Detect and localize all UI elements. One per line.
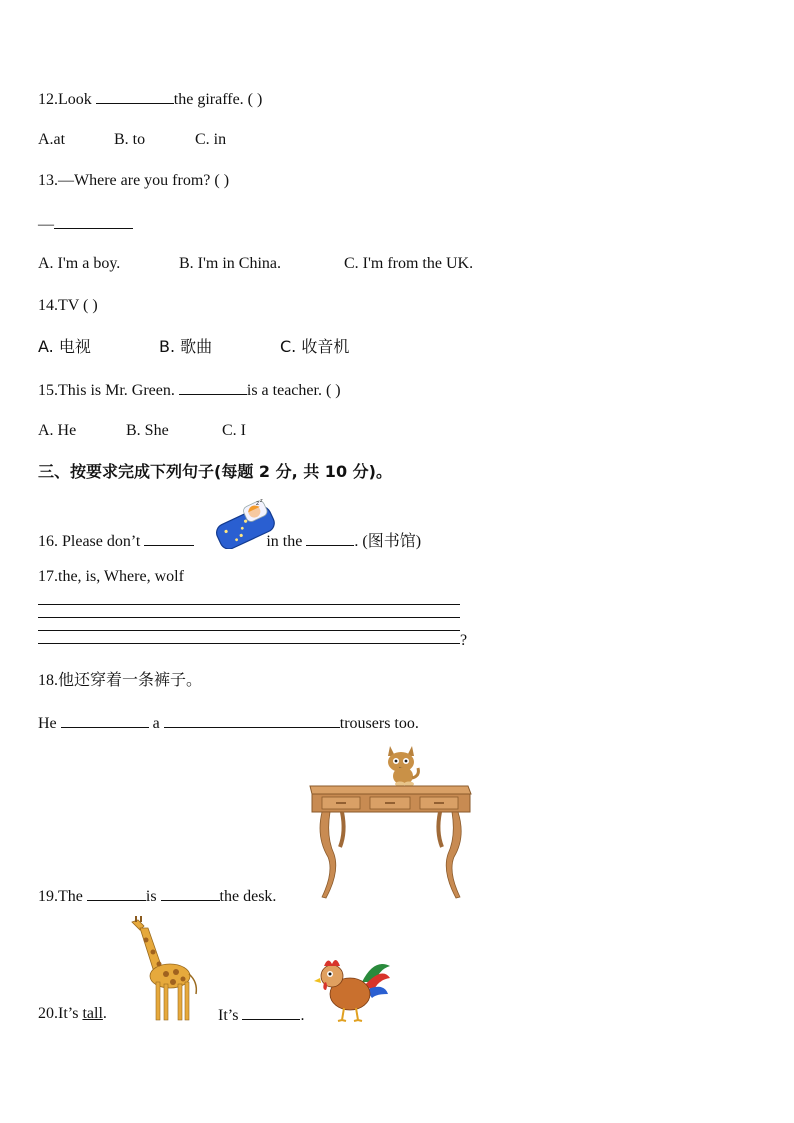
- question-text: trousers too.: [339, 715, 419, 732]
- rooster-icon: [312, 952, 392, 1022]
- giraffe-icon: [126, 916, 206, 1022]
- question-text: in the: [266, 533, 307, 550]
- option-b[interactable]: B. to: [114, 131, 146, 148]
- punctuation: .: [102, 1005, 107, 1022]
- question-text: Look: [58, 91, 96, 108]
- cat-icon: [388, 746, 418, 787]
- option-a[interactable]: A.at: [38, 131, 66, 148]
- question-text: 他还穿着一条裤子。: [58, 670, 203, 689]
- question-20: [38, 1004, 107, 1024]
- sleeping-girl-icon: [212, 497, 278, 549]
- underlined-word: tall: [82, 1005, 103, 1022]
- option-c[interactable]: C. in: [195, 131, 227, 148]
- question-20-answer: [218, 1004, 304, 1026]
- answer-blank[interactable]: [161, 885, 220, 901]
- desk-icon: [308, 742, 474, 902]
- question-13: [38, 171, 229, 191]
- question-text: is a teacher. ( ): [246, 382, 341, 399]
- answer-rule[interactable]: [38, 643, 460, 644]
- question-text: the, is, Where, wolf: [58, 568, 184, 585]
- answer-blank[interactable]: [54, 213, 133, 229]
- question-text: a: [148, 715, 164, 732]
- question-number: 13.: [38, 172, 58, 189]
- question-number: 15.: [38, 382, 58, 399]
- answer-line-13: [38, 213, 133, 235]
- options-14: [38, 337, 349, 357]
- svg-text:z: z: [260, 498, 263, 504]
- options-12: [38, 130, 226, 150]
- answer-rule[interactable]: [38, 604, 460, 605]
- answer-blank[interactable]: [87, 885, 146, 901]
- question-18: [38, 670, 202, 691]
- question-text: Please don’t: [58, 533, 145, 550]
- dash: —: [38, 216, 54, 233]
- option-a[interactable]: A. I'm a boy.: [38, 255, 121, 272]
- question-text: It’s: [58, 1005, 83, 1022]
- question-number: 14.: [38, 297, 58, 314]
- question-text: This is Mr. Green.: [58, 382, 179, 399]
- options-13: [38, 254, 473, 274]
- option-b[interactable]: B. She: [126, 422, 169, 439]
- answer-paren: ( ): [247, 91, 263, 108]
- question-number: 20.: [38, 1005, 58, 1022]
- question-number: 12.: [38, 91, 58, 108]
- section-3-heading: 三、按要求完成下列句子(每题 2 分, 共 10 分)。: [38, 462, 392, 481]
- answer-blank[interactable]: [179, 379, 247, 395]
- punctuation: .: [300, 1007, 305, 1024]
- question-number: 16.: [38, 533, 58, 550]
- answer-blank[interactable]: [96, 88, 174, 104]
- answer-rule[interactable]: [38, 617, 460, 618]
- question-mark: ?: [460, 632, 468, 649]
- answer-blank[interactable]: [144, 530, 194, 546]
- answer-blank[interactable]: [306, 530, 354, 546]
- question-text: It’s: [218, 1007, 243, 1024]
- answer-line-18: [38, 712, 419, 734]
- option-c[interactable]: C. 收音机: [280, 337, 350, 356]
- svg-text:z: z: [256, 500, 260, 507]
- question-14: [38, 296, 98, 316]
- options-15: [38, 421, 246, 441]
- question-12: [38, 88, 262, 110]
- option-a[interactable]: A. He: [38, 422, 77, 439]
- question-text: . (图书馆): [354, 533, 422, 550]
- question-text: —Where are you from? ( ): [58, 172, 230, 189]
- answer-blank[interactable]: [61, 712, 149, 728]
- question-17: [38, 567, 184, 587]
- question-text: the giraffe.: [173, 91, 244, 108]
- option-a[interactable]: A. 电视: [38, 337, 91, 356]
- question-text: the desk.: [219, 888, 277, 905]
- question-15: [38, 379, 341, 401]
- question-19: [38, 885, 276, 907]
- answer-blank[interactable]: [242, 1004, 300, 1020]
- question-text: TV ( ): [58, 297, 98, 314]
- answer-rule[interactable]: [38, 630, 460, 631]
- question-text: The: [58, 888, 87, 905]
- question-number: 19.: [38, 888, 58, 905]
- question-number: 18.: [38, 672, 58, 689]
- option-c[interactable]: C. I'm from the UK.: [344, 255, 474, 272]
- question-text: He: [38, 715, 61, 732]
- option-c[interactable]: C. I: [222, 422, 246, 439]
- option-b[interactable]: B. I'm in China.: [179, 255, 281, 272]
- answer-blank[interactable]: [164, 712, 340, 728]
- question-number: 17.: [38, 568, 58, 585]
- question-text: is: [145, 888, 161, 905]
- option-b[interactable]: B. 歌曲: [159, 337, 213, 356]
